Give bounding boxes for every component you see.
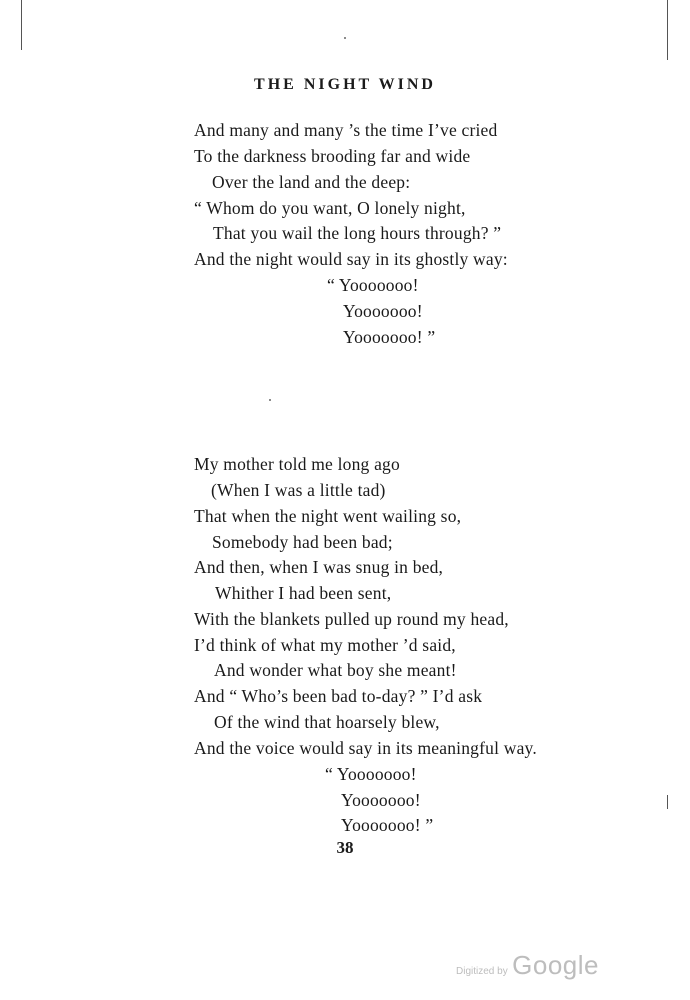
poem-refrain: Yooooooo! ” (341, 815, 434, 835)
poem-line: And the night would say in its ghostly way: (194, 249, 508, 269)
poem-line: That you wail the long hours through? ” (213, 223, 502, 243)
poem-refrain: Yooooooo! (343, 301, 423, 321)
poem-line: “ Whom do you want, O lonely night, (194, 198, 466, 218)
page-edge-mark (667, 795, 668, 809)
page-title: THE NIGHT WIND (254, 76, 436, 93)
poem-line: My mother told me long ago (194, 454, 400, 474)
watermark-prefix: Digitized by (456, 966, 508, 977)
page-number: 38 (336, 838, 354, 857)
page-edge-right (667, 0, 668, 60)
poem-line: And many and many ’s the time I’ve cried (194, 120, 498, 140)
poem-line: To the darkness brooding far and wide (194, 146, 471, 166)
poem-line: Over the land and the deep: (212, 172, 411, 192)
poem-refrain: “ Yooooooo! (325, 764, 417, 784)
poem-line: And then, when I was snug in bed, (194, 557, 444, 577)
poem-refrain: Yooooooo! ” (343, 327, 436, 347)
digitized-watermark (456, 950, 599, 981)
poem-line: Of the wind that hoarsely blew, (214, 712, 440, 732)
poem-line: (When I was a little tad) (211, 480, 386, 500)
print-speck (344, 37, 346, 39)
print-speck (269, 399, 271, 401)
poem-line: That when the night went wailing so, (194, 506, 462, 526)
page-edge-left (21, 0, 22, 50)
poem-line: And wonder what boy she meant! (214, 660, 457, 680)
poem-line: I’d think of what my mother ’d said, (194, 635, 456, 655)
watermark-brand: Google (512, 950, 599, 980)
poem-line: And the voice would say in its meaningful way. (194, 738, 537, 758)
poem-refrain: Yooooooo! (341, 790, 421, 810)
poem-line: And “ Who’s been bad to-day? ” I’d ask (194, 686, 483, 706)
poem-line: Whither I had been sent, (215, 583, 392, 603)
poem-line: Somebody had been bad; (212, 532, 393, 552)
poem-line: With the blankets pulled up round my head, (194, 609, 509, 629)
poem-refrain: “ Yooooooo! (327, 275, 419, 295)
